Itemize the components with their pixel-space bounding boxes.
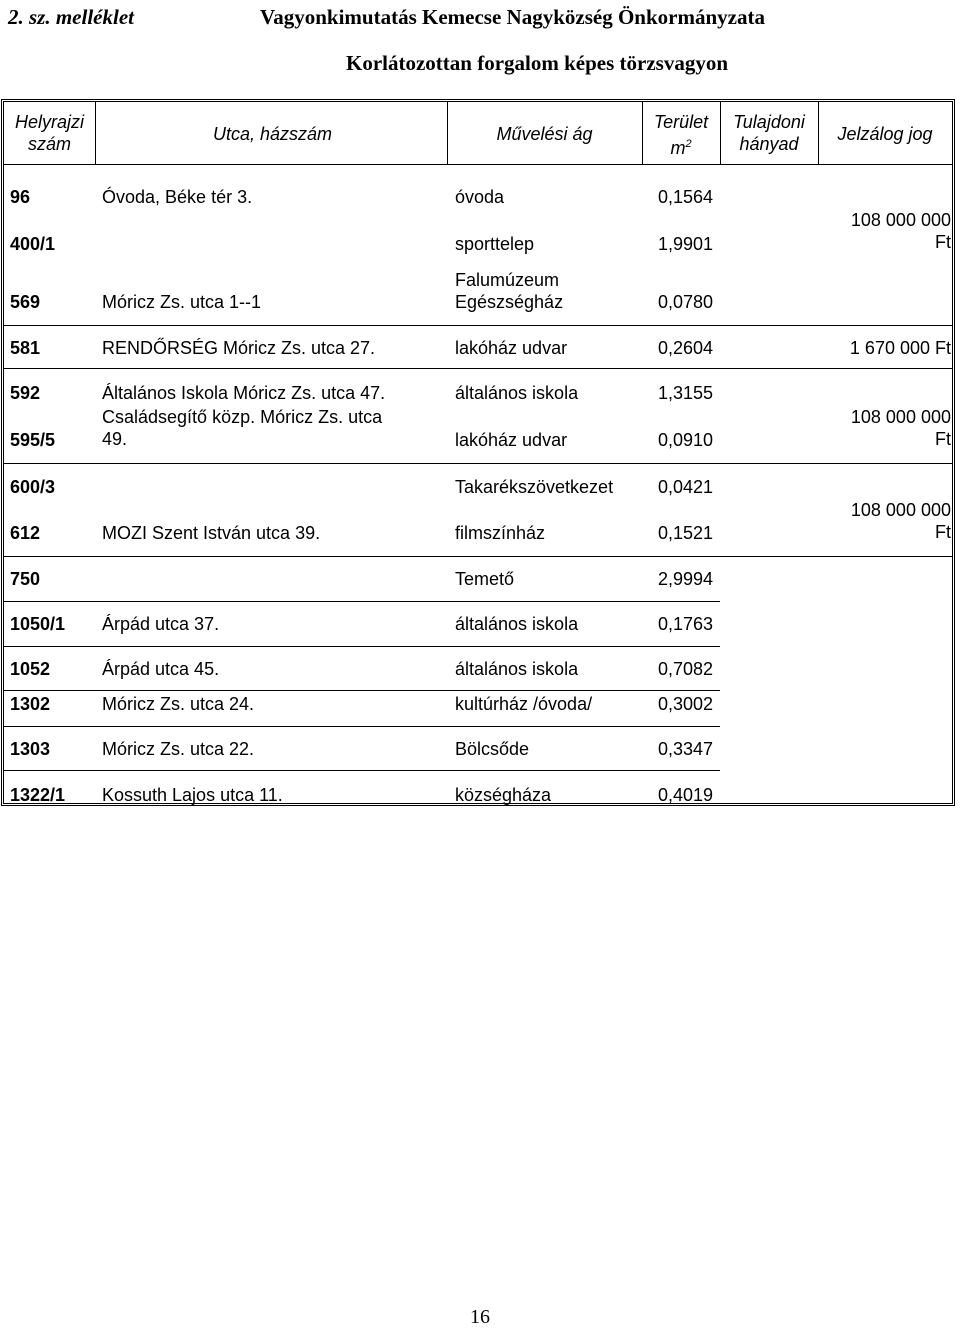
column-header-area-line1: Terület — [653, 112, 709, 132]
column-header-cultivation: Művelési ág — [496, 124, 593, 144]
row-area: 0,2604 — [657, 338, 713, 358]
row-use: Takarékszövetkezet — [455, 477, 614, 497]
mortgage-amount: 108 000 000 — [850, 210, 951, 230]
row-hrsz: 612 — [10, 523, 41, 543]
row-use: általános iskola — [455, 659, 579, 679]
column-header-hrsz-line2: szám — [27, 134, 71, 154]
mortgage-currency: Ft — [935, 232, 951, 252]
row-area: 0,1521 — [657, 523, 713, 543]
row-address: Móricz Zs. utca 24. — [102, 694, 255, 714]
group-divider — [4, 368, 952, 369]
row-area: 0,1564 — [657, 187, 713, 207]
row-address: MOZI Szent István utca 39. — [102, 523, 321, 543]
row-use: óvoda — [455, 187, 505, 207]
row-address: Általános Iskola Móricz Zs. utca 47. — [102, 383, 386, 403]
row-hrsz: 1302 — [10, 694, 51, 714]
row-hrsz: 96 — [10, 187, 31, 207]
column-header-share-line1: Tulajdoni — [733, 112, 805, 132]
area-unit: m — [670, 138, 686, 158]
mortgage-amount: 108 000 000 — [850, 407, 951, 427]
row-address: Kossuth Lajos utca 11. — [102, 785, 283, 805]
group-divider — [4, 463, 952, 464]
mortgage-currency: Ft — [935, 429, 951, 449]
mortgage-value: 1 670 000 Ft — [849, 338, 951, 358]
row-area: 0,3002 — [657, 694, 713, 714]
header-divider — [4, 164, 952, 165]
area-unit-exponent: 2 — [685, 138, 692, 150]
row-address-line1: Családsegítő közp. Móricz Zs. utca — [102, 407, 383, 427]
mortgage-value — [818, 209, 951, 253]
header-col-sep — [95, 102, 96, 164]
row-hrsz: 1052 — [10, 659, 51, 679]
row-area: 2,9994 — [657, 569, 713, 589]
row-divider — [4, 601, 720, 602]
row-hrsz: 1050/1 — [10, 614, 66, 634]
row-area: 1,3155 — [657, 383, 713, 403]
row-use: filmszínház — [455, 523, 546, 543]
row-use — [455, 269, 563, 313]
column-header-share — [720, 111, 818, 155]
group-divider — [4, 556, 952, 557]
document-subtitle: Korlátozottan forgalom képes törzsvagyon — [346, 51, 729, 75]
row-address: Árpád utca 45. — [102, 659, 220, 679]
row-area: 0,0780 — [657, 292, 713, 312]
row-use: kultúrház /óvoda/ — [455, 694, 593, 714]
row-use: sporttelep — [455, 234, 535, 254]
group-divider — [4, 325, 952, 326]
mortgage-amount: 108 000 000 — [850, 500, 951, 520]
row-address-line2: 49. — [102, 429, 128, 449]
column-header-share-line2: hányad — [739, 134, 799, 154]
row-use-line1: Falumúzeum — [455, 270, 560, 290]
column-header-hrsz-line1: Helyrajzi — [14, 112, 84, 132]
column-header-address: Utca, házszám — [212, 124, 333, 144]
row-hrsz: 750 — [10, 569, 41, 589]
row-hrsz: 595/5 — [10, 430, 56, 450]
mortgage-value — [818, 499, 951, 543]
row-hrsz: 600/3 — [10, 477, 56, 497]
row-area: 0,3347 — [657, 739, 713, 759]
document-title: Vagyonkimutatás Kemecse Nagyközség Önkormányzata — [260, 5, 765, 29]
row-area: 1,9901 — [657, 234, 713, 254]
row-address: Móricz Zs. utca 1--1 — [102, 292, 262, 312]
row-hrsz: 581 — [10, 338, 41, 358]
row-address: Óvoda, Béke tér 3. — [102, 187, 253, 207]
mortgage-currency: Ft — [935, 522, 951, 542]
row-hrsz: 569 — [10, 292, 41, 312]
row-use: Bölcsőde — [455, 739, 530, 759]
row-area: 0,0910 — [657, 430, 713, 450]
row-area: 0,7082 — [657, 659, 713, 679]
column-header-mortgage: Jelzálog jog — [837, 124, 933, 144]
row-divider — [4, 770, 720, 771]
row-address: RENDŐRSÉG Móricz Zs. utca 27. — [102, 338, 376, 358]
mortgage-value — [818, 406, 951, 450]
row-use-line2: Egészségház — [455, 292, 564, 312]
row-area: 0,4019 — [657, 785, 713, 805]
row-address — [102, 406, 382, 450]
column-header-hrsz — [4, 111, 95, 155]
row-use: lakóház udvar — [455, 430, 568, 450]
row-divider — [4, 690, 720, 691]
header-col-sep — [447, 102, 448, 164]
row-hrsz: 1303 — [10, 739, 51, 759]
row-hrsz: 400/1 — [10, 234, 56, 254]
row-address: Árpád utca 37. — [102, 614, 220, 634]
row-hrsz: 592 — [10, 383, 41, 403]
column-header-area — [642, 111, 720, 159]
row-use: lakóház udvar — [455, 338, 568, 358]
row-use: általános iskola — [455, 383, 579, 403]
row-divider — [4, 646, 720, 647]
attachment-label: 2. sz. melléklet — [8, 5, 134, 29]
column-header-area-line2 — [642, 133, 720, 159]
row-use: községháza — [455, 785, 552, 805]
row-hrsz: 1322/1 — [10, 785, 66, 805]
row-area: 0,1763 — [657, 614, 713, 634]
row-use: általános iskola — [455, 614, 579, 634]
row-address: Móricz Zs. utca 22. — [102, 739, 255, 759]
row-area: 0,0421 — [657, 477, 713, 497]
row-use: Temető — [455, 569, 515, 589]
page-number: 16 — [470, 1306, 490, 1328]
row-divider — [4, 726, 720, 727]
